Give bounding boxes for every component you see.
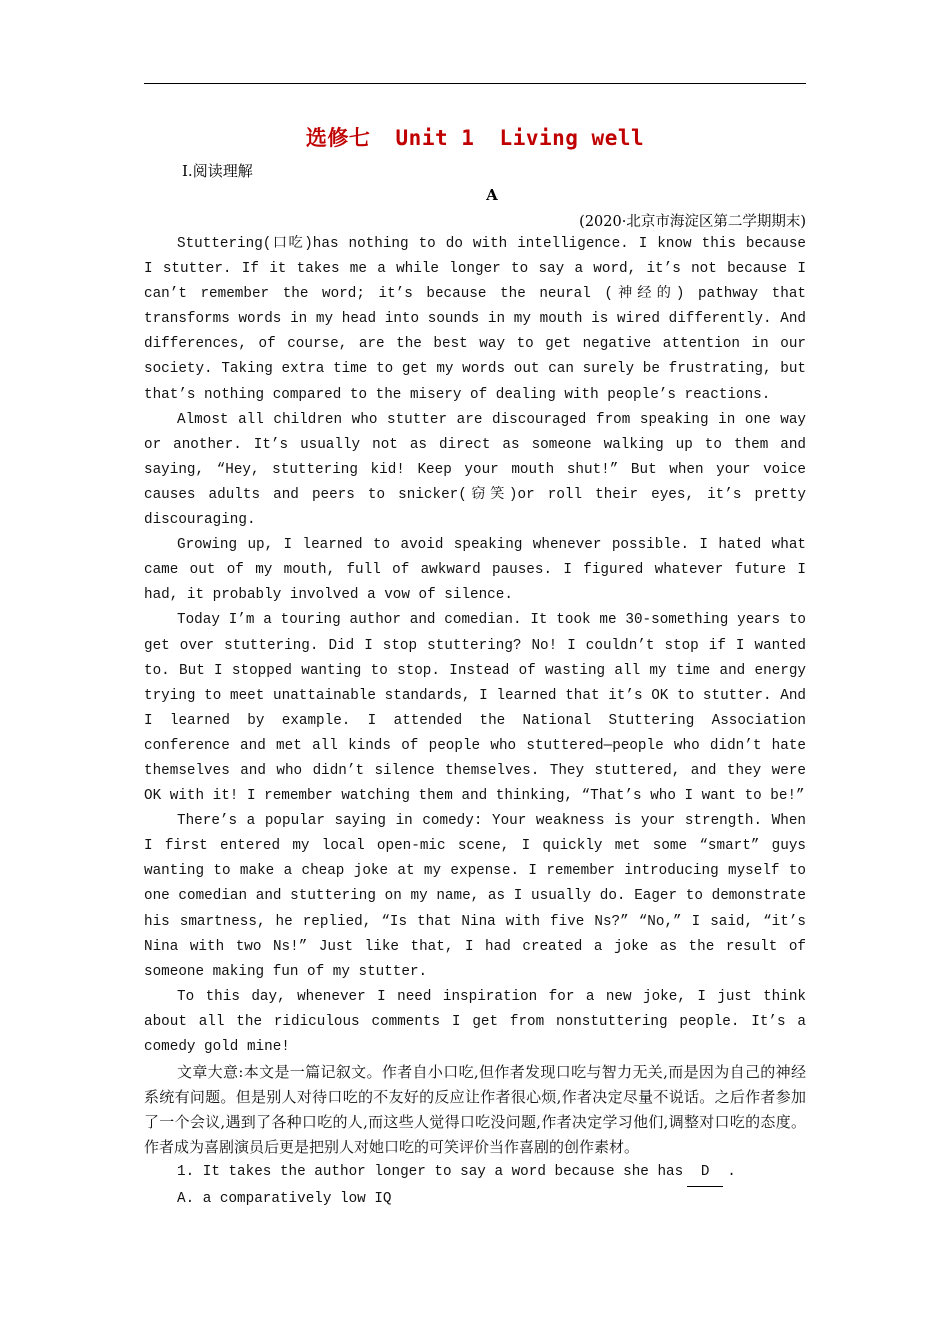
paragraph: Stuttering(口吃)has nothing to do with intelligence. I know this because I stutter. If it takes me a while longer to say a word, it’s not because I can’t remember the word; it’s because the neural (神经的) pathway that transforms words in my head into sounds in my mouth is wired differently. And differences, of course, are the best way to get negative attention in our society. Taking extra time to get my words out can surely be frustrating, but that’s nothing compared to the misery of dealing with people’s reactions. <box>144 236 806 403</box>
passage-label: A <box>486 186 498 204</box>
passage-body <box>144 232 806 1212</box>
paragraph: Almost all children who stutter are discouraged from speaking in one way or another. It’s usually not as direct as someone walking up to them and saying, “Hey, stuttering kid! Keep your mouth shut!” But when your voice causes adults and peers to snicker(窃笑)or roll their eyes, it’s pretty discouraging. <box>144 411 806 529</box>
passage-summary: 文章大意:本文是一篇记叙文。作者自小口吃,但作者发现口吃与智力无关,而是因为自己的神经系统有问题。但是别人对待口吃的不友好的反应让作者很心烦,作者决定尽量不说话。之后作者参加了一个会议,遇到了各种口吃的人,而这些人觉得口吃没问题,作者决定学习他们,调整对口吃的态度。作者成为喜剧演员后更是把别人对她口吃的可笑评价当作喜剧的创作素材。 <box>144 1063 806 1157</box>
page-title <box>0 122 950 152</box>
question-stem-end: . <box>727 1164 736 1181</box>
paragraph: To this day, whenever I need inspiration for a new joke, I just think about all the ridiculous comments I get from nonstuttering people. It’s a comedy gold mine! <box>144 988 806 1055</box>
answer-blank: D <box>687 1160 723 1186</box>
section-label: Ⅰ.阅读理解 <box>182 162 253 180</box>
option-a: A. a comparatively low IQ <box>177 1190 392 1207</box>
paragraph: Growing up, I learned to avoid speaking whenever possible. I hated what came out of my mouth, full of awkward pauses. I figured whatever future I had, it probably involved a vow of silence. <box>144 537 806 604</box>
title-chinese: 选修七 <box>305 126 371 150</box>
passage-source: (2020·北京市海淀区第二学期期末) <box>579 214 806 230</box>
header-rule <box>144 83 806 84</box>
paragraph: There’s a popular saying in comedy: Your weakness is your strength. When I first entered my local open-mic scene, I quickly met some “smart” guys wanting to make a cheap joke at my expense. I remember introducing myself to one comedian and stuttering on my name, as I usually do. Eager to demonstrate his smartness, he replied, “Is that Nina with five Ns?” “No,” I said, “it’s Nina with two Ns!” Just like that, I had created a joke as the result of someone making fun of my stutter. <box>144 813 806 980</box>
title-unit: Unit 1 <box>395 126 475 150</box>
question-1 <box>144 1160 806 1186</box>
question-stem: 1. It takes the author longer to say a word because she has <box>177 1164 684 1181</box>
title-topic: Living well <box>499 126 645 150</box>
paragraph: Today I’m a touring author and comedian. It took me 30-something years to get over stuttering. Did I stop stuttering? No! I couldn’t stop if I wanted to. But I stopped wanting to stop. Instead of wasting all my time and energy trying to meet unattainable standards, I learned that it’s OK to stutter. And I learned by example. I attended the National Stuttering Association conference and met all kinds of people who stuttered—people who didn’t hate themselves and who didn’t silence themselves. They stuttered, and they were OK with it! I remember watching them and thinking, “That’s who I want to be!” <box>144 612 806 805</box>
